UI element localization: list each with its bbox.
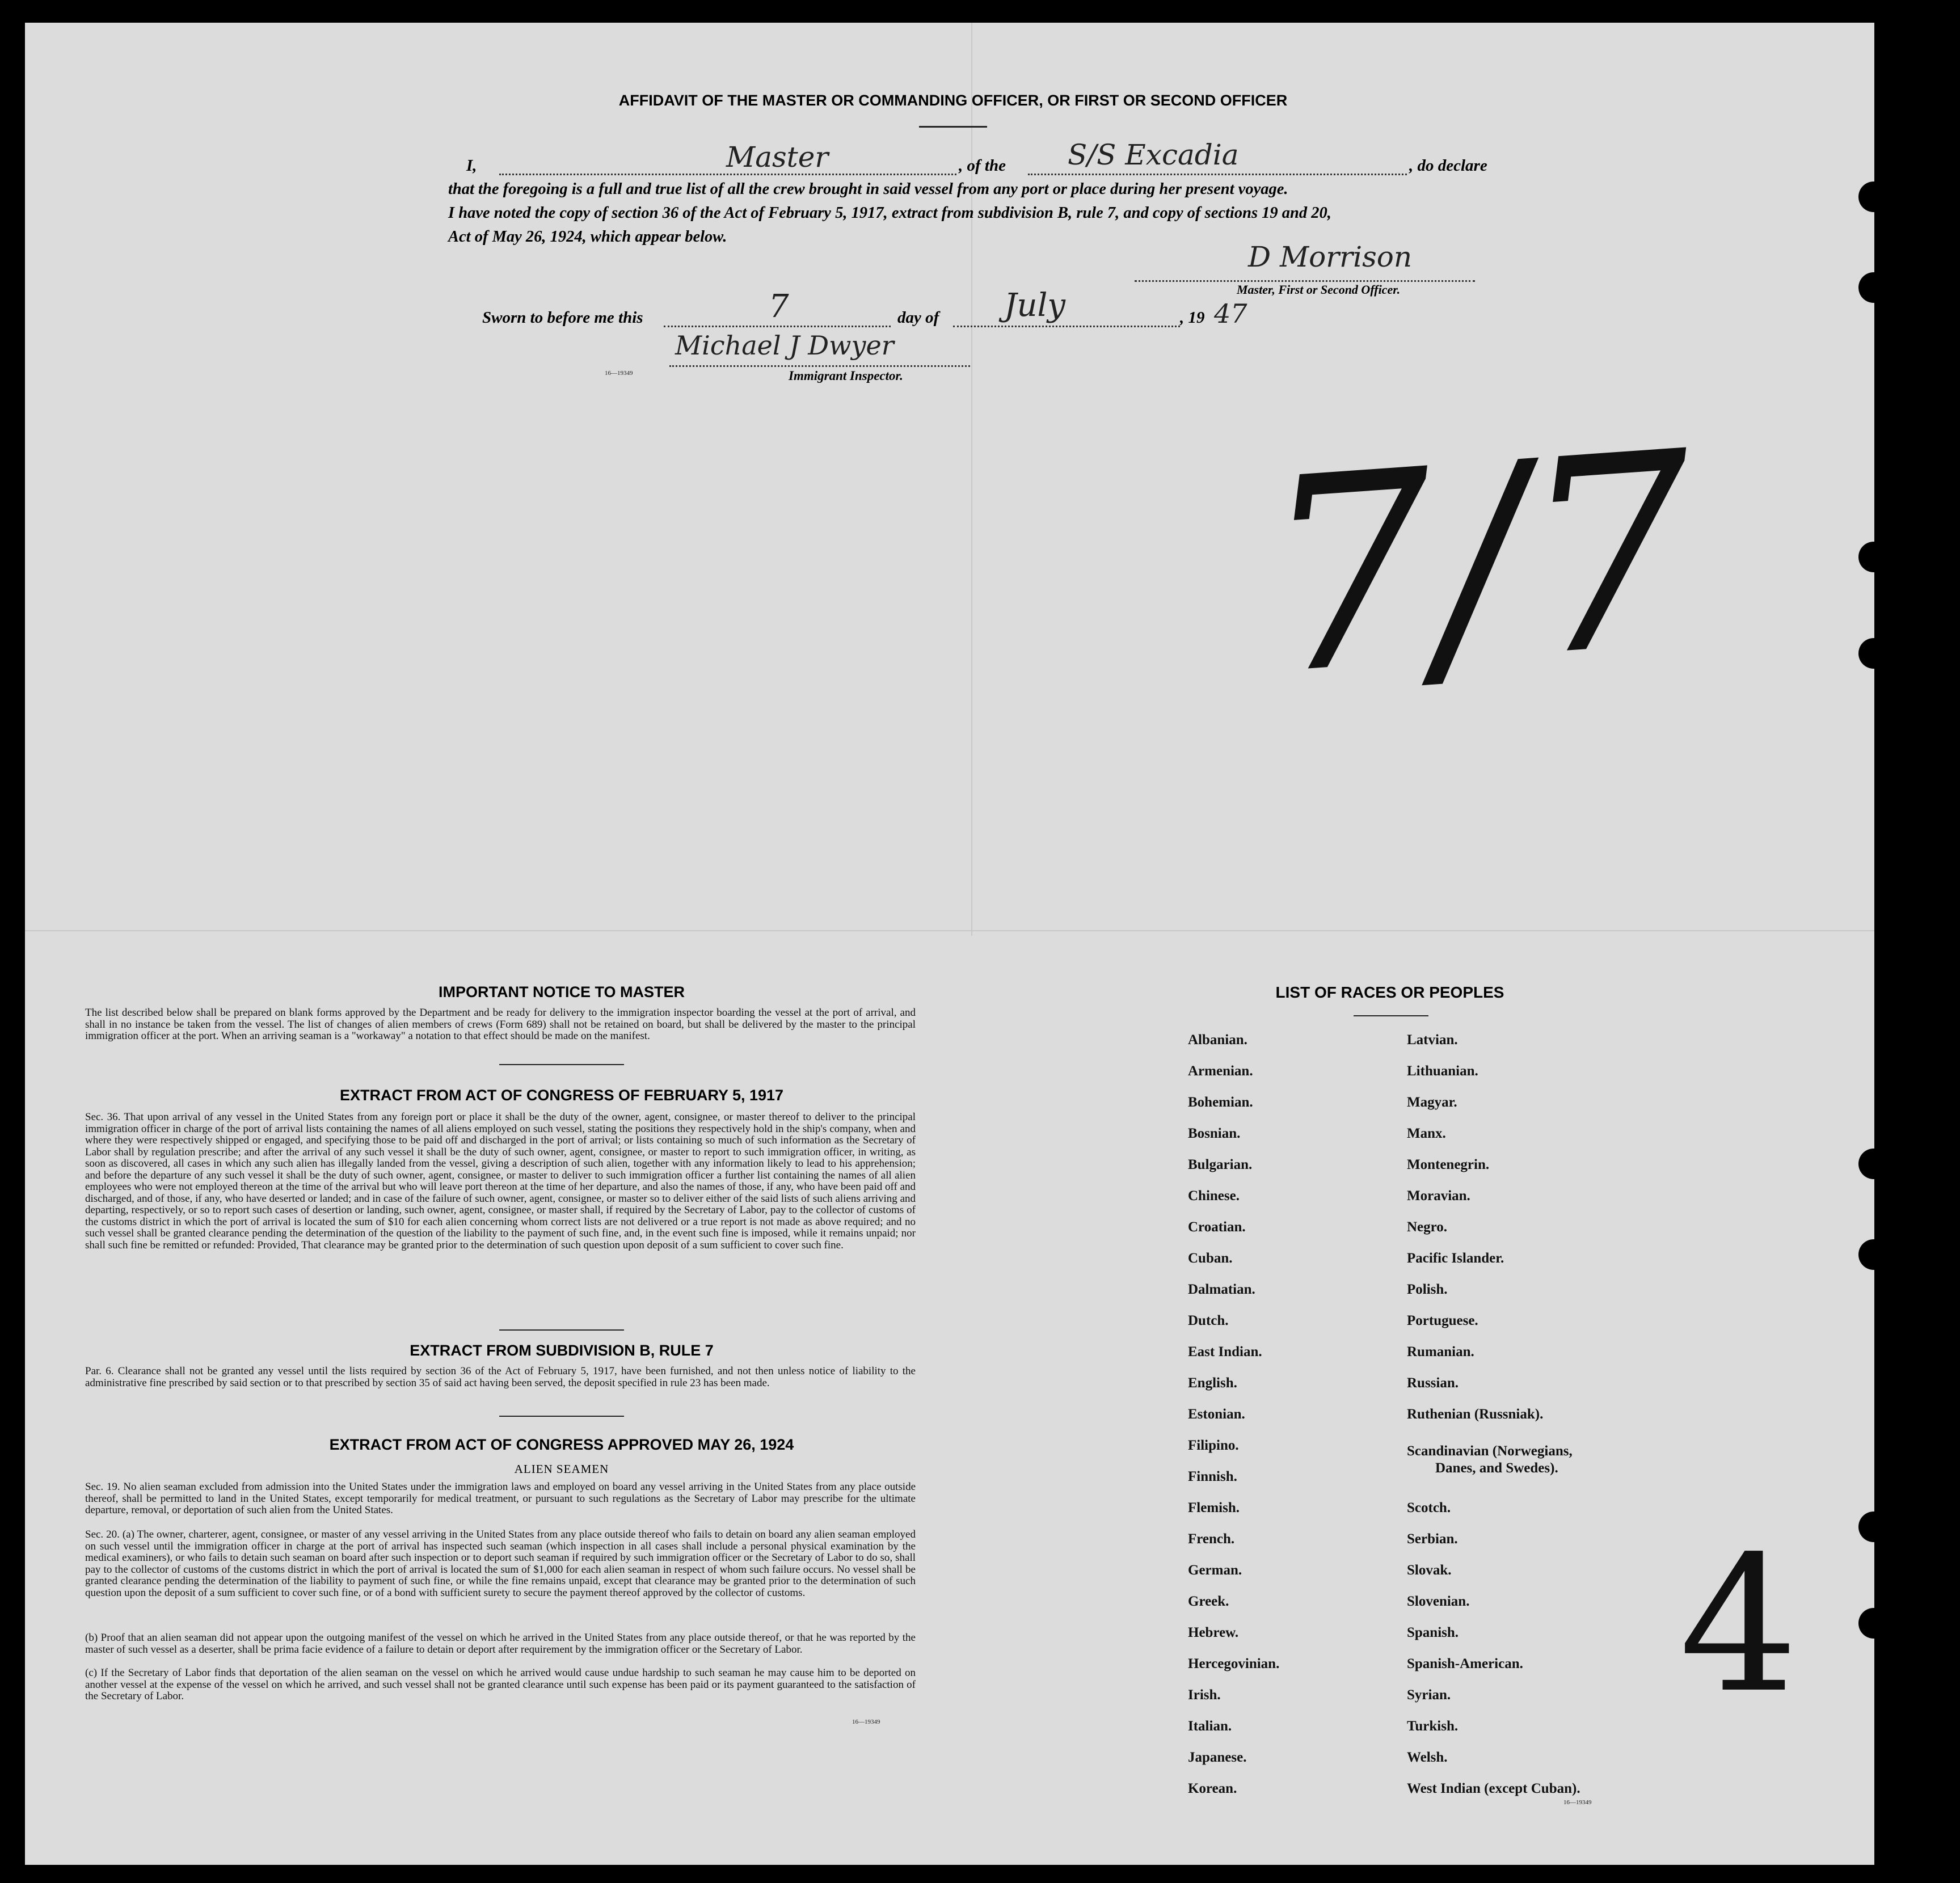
- race-item: Chinese.: [1188, 1188, 1240, 1204]
- punch-hole: [1858, 1149, 1889, 1179]
- handwritten-page-mark: 4: [1679, 1516, 1798, 1734]
- race-item: Hebrew.: [1188, 1625, 1239, 1640]
- sworn-label: Sworn to before me this: [482, 309, 643, 327]
- affidavit-line-4: Act of May 26, 1924, which appear below.: [448, 228, 727, 246]
- inspector-caption: Immigrant Inspector.: [789, 369, 903, 383]
- race-item: Magyar.: [1407, 1095, 1457, 1110]
- race-item: Polish.: [1407, 1282, 1448, 1297]
- i-label: I,: [466, 157, 477, 175]
- race-item: English.: [1188, 1375, 1237, 1391]
- race-item: West Indian (except Cuban).: [1407, 1781, 1580, 1796]
- race-item: Flemish.: [1188, 1500, 1240, 1515]
- race-item: Slovenian.: [1407, 1594, 1470, 1609]
- race-item: Pacific Islander.: [1407, 1251, 1504, 1266]
- races-title: LIST OF RACES OR PEOPLES: [1275, 983, 1504, 1001]
- race-item: Greek.: [1188, 1594, 1229, 1609]
- affidavit-title: AFFIDAVIT OF THE MASTER OR COMMANDING OFFICER, OR FIRST OR SECOND OFFICER: [618, 92, 1288, 109]
- race-item: Ruthenian (Russniak).: [1407, 1407, 1544, 1422]
- races-divider: [1354, 1015, 1428, 1016]
- race-item: Bulgarian.: [1188, 1157, 1253, 1172]
- rule7-divider: [499, 1416, 624, 1417]
- race-item: Albanian.: [1188, 1032, 1247, 1048]
- do-declare-label: , do declare: [1409, 157, 1487, 175]
- race-item: Syrian.: [1407, 1687, 1451, 1703]
- officer-caption: Master, First or Second Officer.: [1237, 282, 1401, 297]
- race-item-continuation: Danes, and Swedes).: [1435, 1460, 1558, 1476]
- extract-1917-divider: [499, 1329, 624, 1331]
- race-item: East Indian.: [1188, 1344, 1262, 1360]
- race-item: Spanish.: [1407, 1625, 1459, 1640]
- fold-line-horizontal: [25, 930, 1874, 931]
- race-item: Korean.: [1188, 1781, 1237, 1796]
- punch-hole: [1858, 1608, 1889, 1639]
- form-number: 16—19349: [852, 1719, 880, 1725]
- rule7-text: Par. 6. Clearance shall not be granted any vessel until the lists required by section 36 of the Act of February 5, 1917, have been furnished, and not then unless notice of liability to the administrative fine prescribed by said section or to that prescribed by section 35 of said act having been served, the deposit specified in rule 23 has been made.: [85, 1365, 916, 1389]
- race-item: Turkish.: [1407, 1719, 1459, 1734]
- day-of-label: day of: [897, 309, 939, 327]
- form-number: 16—19349: [1563, 1799, 1592, 1806]
- punch-hole: [1858, 542, 1889, 572]
- race-item: Slovak.: [1407, 1563, 1452, 1578]
- extract-1917-text: Sec. 36. That upon arrival of any vessel in the United States from any foreign port or place it shall be the duty of the owner, agent, consignee, or master thereof to deliver to the principal immigration officer in charge of the port of arrival lists containing the names of all aliens employed on such vessel, stating the positions they respectively hold in the ship's company, when and where they were respectively shipped or engaged, and specifying those to be paid off and discharged in the port of arrival; or lists containing so much of such information as the Secretary of Labor shall by regulation prescribe; and after the arrival of any such vessel it shall be the duty of such owner, agent, consignee, or master to report to such immigration officer, in writing, as soon as discovered, all cases in which any such alien has illegally landed from the vessel, giving a description of such alien, together with any information likely to lead to his apprehension; and before the departure of any such vessel it shall be the duty of such owner, agent, consignee, or master to deliver to such immigration officer a further list containing the names of all alien employees who were not employed thereon at the time of the arrival but who will leave port thereon at the time of her departure, and also the names of those, if any, who have been paid off and discharged, and of those, if any, who have deserted or landed; and in case of the failure of such owner, agent, consignee, or master so to deliver either of the said lists of such aliens arriving and departing, respectively, or so to report such cases of desertion or landing, such owner, agent, consignee, or master shall, if required by the Secretary of Labor, pay to the collector of customs of the customs district in which the port of arrival is located the sum of $10 for each alien concerning whom correct lists are not delivered or a true report is not made as above required; and no such vessel shall be granted clearance pending the determination of the question of the liability to the payment of such fine, and, in the event such fine is imposed, while it remains unpaid; nor shall such fine be remitted or refunded: Provided, That clearance may be granted prior to the determination of such question upon deposit of a sum sufficient to cover such fine.: [85, 1111, 916, 1251]
- race-item: Cuban.: [1188, 1251, 1233, 1266]
- form-number: 16—19349: [605, 370, 633, 377]
- notice-text: The list described below shall be prepared on blank forms approved by the Department and be ready for delivery to the immigration inspector boarding the vessel at the port of arrival, and shall in no instance be taken from the vessel. The list of changes of alien members of crews (Form 689) shall not be retained on board, but shall be delivered by the master to the principal immigration officer at the port. When an arriving seaman is a "workaway" a notation to that effect should be made on the manifest.: [85, 1007, 916, 1042]
- race-item: Estonian.: [1188, 1407, 1245, 1422]
- race-item: Lithuanian.: [1407, 1063, 1478, 1079]
- affidavit-line-2: that the foregoing is a full and true list of all the crew brought in said vessel from any port or place during her present voyage.: [448, 180, 1288, 198]
- officer-signature-line: [1135, 240, 1475, 282]
- race-item: Irish.: [1188, 1687, 1221, 1703]
- year-prefix: , 19: [1180, 309, 1205, 327]
- rule7-title: EXTRACT FROM SUBDIVISION B, RULE 7: [410, 1342, 714, 1359]
- handwritten-date-mark: 7/7: [1254, 394, 1705, 734]
- race-item: Bosnian.: [1188, 1126, 1241, 1141]
- year-handwritten: 47: [1214, 298, 1247, 329]
- race-item: Scandinavian (Norwegians,: [1407, 1443, 1573, 1459]
- race-item: Dutch.: [1188, 1313, 1229, 1328]
- extract-1924-sec20c: (c) If the Secretary of Labor finds that deportation of the alien seaman on the vessel on which he arrived would cause undue hardship to such seaman he may cause him to be deported on another vessel at the expense of the vessel on which he arrived, and such vessel shall not be granted clearance until such expense has been paid or its payment guaranteed to the satisfaction of the Secretary of Labor.: [85, 1667, 916, 1702]
- race-item: Portuguese.: [1407, 1313, 1478, 1328]
- race-item: Finnish.: [1188, 1469, 1237, 1484]
- race-item: Welsh.: [1407, 1750, 1448, 1765]
- notice-title: IMPORTANT NOTICE TO MASTER: [439, 983, 685, 1000]
- punch-hole: [1858, 272, 1889, 303]
- race-item: Montenegrin.: [1407, 1157, 1490, 1172]
- race-item: Hercegovinian.: [1188, 1656, 1280, 1671]
- extract-1924-sec19: Sec. 19. No alien seaman excluded from admission into the United States under the immigration laws and employed on board any vessel arriving in the United States from any place outside thereof, shall be permitted to land in the United States, except temporarily for medical treatment, or pursuant to such regulations as the Secretary of Labor may prescribe for the ultimate departure, removal, or deportation of such alien from the United States.: [85, 1481, 916, 1516]
- race-item: Dalmatian.: [1188, 1282, 1255, 1297]
- notice-divider: [499, 1064, 624, 1065]
- extract-1917-title: EXTRACT FROM ACT OF CONGRESS OF FEBRUARY 5, 1917: [339, 1087, 784, 1104]
- punch-hole: [1858, 1239, 1889, 1270]
- race-item: Italian.: [1188, 1719, 1232, 1734]
- race-item: Rumanian.: [1407, 1344, 1474, 1360]
- month-handwritten: July: [1004, 287, 1066, 324]
- affidavit-line-3: I have noted the copy of section 36 of the Act of February 5, 1917, extract from subdivision B, rule 7, and copy of sections 19 and 20,: [448, 204, 1331, 222]
- vessel-field: [1028, 138, 1407, 175]
- extract-1924-title: EXTRACT FROM ACT OF CONGRESS APPROVED MAY 26, 1924: [329, 1436, 794, 1453]
- of-the-label: , of the: [959, 157, 1006, 175]
- punch-hole: [1858, 1512, 1889, 1542]
- race-item: Bohemian.: [1188, 1095, 1253, 1110]
- vessel-handwritten: S/S Excadia: [1068, 138, 1239, 171]
- day-field: [664, 288, 891, 327]
- name-handwritten: Master: [726, 141, 829, 174]
- extract-1924-sec20b: (b) Proof that an alien seaman did not appear upon the outgoing manifest of the vessel on which he arrived in the United States from any place outside thereof, or that he was reported by the master of such vessel as a deserter, shall be prima facie evidence of a failure to detain or deport after requirement by the immigration officer or the Secretary of Labor.: [85, 1632, 916, 1656]
- extract-1924-subtitle: ALIEN SEAMEN: [514, 1462, 609, 1476]
- race-item: Japanese.: [1188, 1750, 1247, 1765]
- race-item: German.: [1188, 1563, 1242, 1578]
- month-field: [953, 287, 1180, 327]
- day-handwritten: 7: [769, 288, 789, 325]
- inspector-signature: Michael J Dwyer: [675, 330, 894, 361]
- punch-hole: [1858, 638, 1889, 669]
- race-item: French.: [1188, 1531, 1235, 1547]
- title-divider: [919, 126, 987, 128]
- race-item: Spanish-American.: [1407, 1656, 1523, 1671]
- race-item: Armenian.: [1188, 1063, 1253, 1079]
- extract-1924-sec20a: Sec. 20. (a) The owner, charterer, agent, consignee, or master of any vessel arriving in the United States from any place outside thereof who fails to detain on board any alien seaman employed on such vessel until the immigration officer in charge at the port of arrival has inspected such seaman (which inspection in all cases shall include a personal physical examination by the medical examiners), or who fails to detain such seaman on board after such inspection or to deport such seaman if required by such immigration officer or the Secretary of Labor to do so, shall pay to the collector of customs of the customs district in which the port of arrival is located the sum of $1,000 for each alien seaman in respect of whom such failure occurs. No vessel shall be granted clearance pending the determination of the liability to payment of such fine, or while the fine remains unpaid, except that clearance may be granted prior to the determination of such question upon the deposit of a sum sufficient to cover such fine, or of a bond with sufficient surety to secure the payment thereof approved by the collector of customs.: [85, 1529, 916, 1599]
- name-field: [499, 141, 956, 175]
- race-item: Filipino.: [1188, 1438, 1239, 1453]
- race-item: Latvian.: [1407, 1032, 1458, 1048]
- race-item: Manx.: [1407, 1126, 1446, 1141]
- officer-signature: D Morrison: [1248, 240, 1413, 273]
- race-item: Serbian.: [1407, 1531, 1458, 1547]
- race-item: Negro.: [1407, 1219, 1448, 1235]
- race-item: Russian.: [1407, 1375, 1459, 1391]
- race-item: Scotch.: [1407, 1500, 1451, 1515]
- punch-hole: [1858, 181, 1889, 212]
- race-item: Croatian.: [1188, 1219, 1246, 1235]
- race-item: Moravian.: [1407, 1188, 1470, 1204]
- inspector-signature-line: [669, 330, 970, 367]
